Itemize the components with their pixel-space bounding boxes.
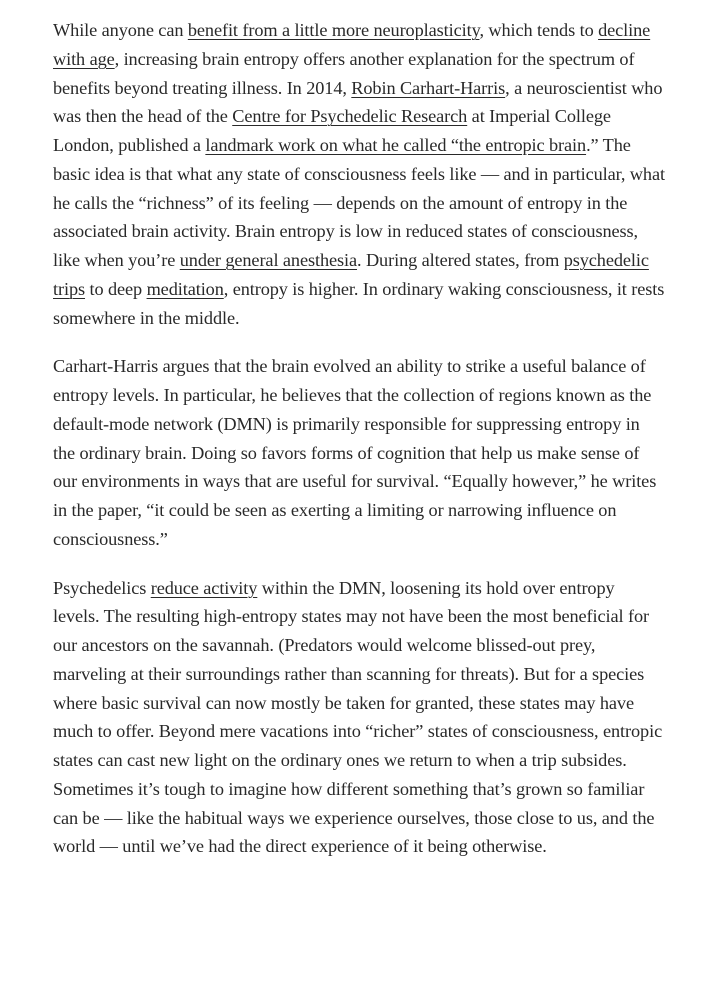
link-neuroplasticity[interactable]: benefit from a little more neuroplasticity	[187, 20, 480, 40]
paragraph-2	[53, 352, 665, 553]
link-general-anesthesia[interactable]: under general anesthesia	[179, 250, 358, 270]
text: Carhart-Harris argues that the brain evolved an ability to strike a useful balance of entropy levels. In particular, he believes that the collection of regions known as the default-mode network (DMN) is primarily responsible for suppressing entropy in the ordinary brain. Doing so favors forms of cognition that help us make sense of our environments in ways that are useful for survival. “Equally however,” he writes in the paper, “it could be seen as exerting a limiting or narrowing influence on consciousness.”	[53, 356, 657, 549]
article-body	[53, 16, 665, 861]
link-decline-with-age[interactable]: decline with age	[53, 20, 651, 69]
link-robin-carhart-harris[interactable]: Robin Carhart-Harris	[351, 77, 506, 98]
text: within the DMN, loosening its hold over entropy levels. The resulting high-entropy states may not have been the most beneficial for our ancestors on the savannah. (Predators would welcome blissed-out prey, marveling at their surroundings rather than scanning for threats). But for a species where basic survival can now mostly be taken for granted, these states may have much to offer. Beyond mere vacations into “richer” states of consciousness, entropic states can cast new light on the ordinary ones we return to when a trip subsides. Sometimes it’s tough to imagine how different something that’s grown so familiar can be — like the habitual ways we experience ourselves, those close to us, and the world — until we’ve had the direct experience of it being otherwise.	[53, 577, 663, 857]
link-entropic-brain-paper[interactable]: landmark work on what he called “the entropic brain	[205, 135, 587, 155]
text: While anyone can	[53, 20, 188, 40]
link-meditation[interactable]: meditation	[146, 278, 224, 299]
link-psychedelic-trips[interactable]: psychedelic trips	[53, 250, 649, 299]
paragraph-1	[53, 16, 665, 332]
text: , entropy is higher. In ordinary waking consciousness, it rests somewhere in the middle.	[53, 278, 665, 328]
text: to deep	[85, 278, 147, 299]
text: at Imperial College London, published a	[53, 106, 611, 155]
link-reduce-activity[interactable]: reduce activity	[150, 577, 258, 598]
text: , a neuroscientist who was then the head of the	[53, 77, 663, 127]
text: .” The basic idea is that what any state of consciousness feels like — and in particular, what he calls the “richness” of its feeling — depends on the amount of entropy in the associated brain activity. Brain entropy is low in reduced states of consciousness, like when you’re	[53, 135, 665, 270]
link-centre-psychedelic-research[interactable]: Centre for Psychedelic Research	[232, 106, 468, 127]
text: , which tends to	[479, 20, 599, 40]
text: , increasing brain entropy offers another explanation for the spectrum of benefits beyond treating illness. In 2014,	[53, 48, 635, 98]
text: . During altered states, from	[357, 250, 564, 270]
text: Psychedelics	[53, 577, 151, 598]
paragraph-3	[53, 574, 665, 862]
